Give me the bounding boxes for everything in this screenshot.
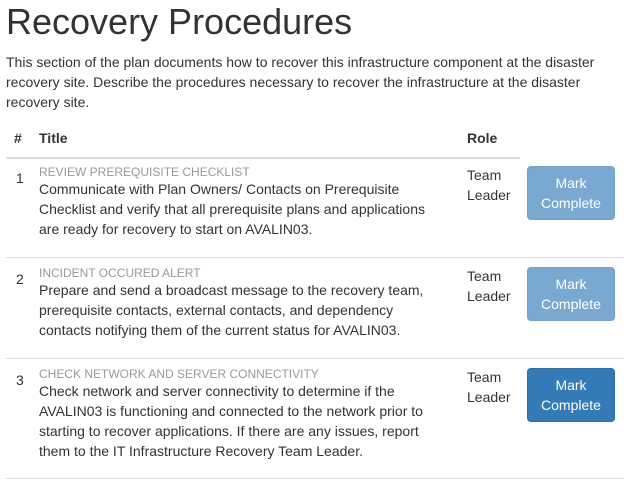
step-description: Prepare and send a broadcast message to the recovery team, prerequisite contacts, external contacts, and dependency contacts notifying them of the current status for AVALIN03. — [39, 282, 424, 338]
procedures-table — [6, 121, 624, 459]
step-number: 1 — [16, 170, 24, 186]
header-title: Title — [39, 130, 68, 146]
step-role: Team Leader — [467, 369, 511, 405]
step-number: 2 — [16, 271, 24, 287]
step-description: Communicate with Plan Owners/ Contacts on Prerequisite Checklist and verify that all prerequisite plans and applications are ready for recovery to start on AVALIN03. — [39, 181, 425, 237]
step-title: REVIEW PREREQUISITE CHECKLIST — [39, 165, 250, 179]
table-header — [6, 121, 624, 157]
step-title: CHECK NETWORK AND SERVER CONNECTIVITY — [39, 367, 319, 381]
page-title: Recovery Procedures — [6, 1, 353, 42]
table-row — [6, 358, 624, 459]
mark-complete-button[interactable]: Mark Complete — [527, 368, 615, 422]
step-title: INCIDENT OCCURED ALERT — [39, 266, 201, 280]
intro-text: This section of the plan documents how to recover this infrastructure component at the disaster recovery site. Describe the procedures necessary to recover the infrastructure at the disaster recovery site. — [6, 54, 595, 110]
table-row — [6, 157, 624, 257]
table-bottom-divider — [6, 478, 624, 479]
step-role: Team Leader — [467, 268, 511, 304]
step-role: Team Leader — [467, 167, 511, 203]
step-description: Check network and server connectivity to determine if the AVALIN03 is functioning and connected to the network prior to starting to recover applications. If there are any issues, report them to the IT Infrastructure Recovery Team Leader. — [39, 383, 423, 459]
header-role: Role — [467, 130, 498, 146]
mark-complete-button[interactable]: Mark Complete — [527, 166, 615, 220]
header-number: # — [14, 130, 22, 146]
table-row — [6, 257, 624, 358]
mark-complete-button[interactable]: Mark Complete — [527, 267, 615, 321]
step-number: 3 — [16, 372, 24, 388]
